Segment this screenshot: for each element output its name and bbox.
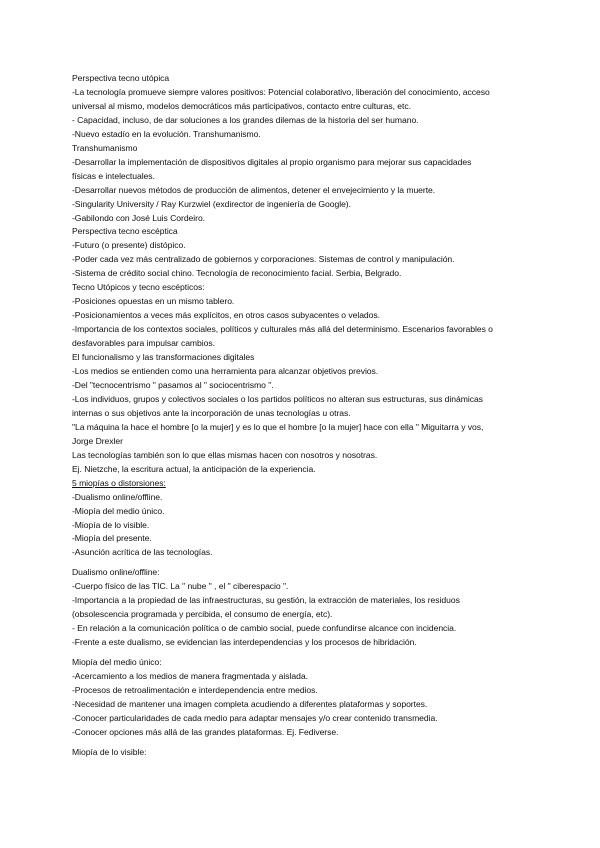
text-line: (obsolescencia programada y percibida, el consumo de energía, etc). bbox=[72, 609, 333, 620]
quote-line: "La máquina la hace el hombre [o la mujer] y es lo que el hombre [o la mujer] hace con ella " Miguitarra y vos, bbox=[72, 421, 484, 432]
text-line: -Los individuos, grupos y colectivos sociales o los partidos políticos no alteran sus estructuras, sus dinámicas bbox=[72, 393, 483, 404]
list-item: -Asunción acrítica de las tecnologías. bbox=[72, 547, 213, 558]
text-line: -Procesos de retroalimentación e interdependencia entre medios. bbox=[72, 684, 318, 695]
text-line: -Posiciones opuestas en un mismo tablero. bbox=[72, 296, 235, 307]
text-line: -Importancia de los contextos sociales, políticos y culturales más allá del determinismo. Escenarios favorables o bbox=[72, 324, 493, 335]
list-item: -Dualismo online/offline. bbox=[72, 491, 163, 502]
heading-dualismo: Dualismo online/offline: bbox=[72, 567, 160, 578]
text-line: -Del "tecnocentrismo " pasamos al " sociocentrismo ". bbox=[72, 379, 274, 390]
text-line: -Necesidad de mantener una imagen completa acudiendo a diferentes plataformas y soportes. bbox=[72, 698, 428, 709]
text-line: -Singularity University / Ray Kurzwiel (exdirector de ingeniería de Google). bbox=[72, 198, 351, 209]
text-line: -Frente a este dualismo, se evidencian las interdependencias y los procesos de hibridación. bbox=[72, 637, 417, 648]
document-body bbox=[72, 72, 542, 760]
text-line: -Cuerpo físico de las TIC. La " nube " , el " ciberespacio ". bbox=[72, 581, 289, 592]
text-line: físicas e intelectuales. bbox=[72, 170, 155, 181]
text-line: - En relación a la comunicación política o de cambio social, puede confundirse alcance con incidencia. bbox=[72, 623, 457, 634]
text-line: -Poder cada vez más centralizado de gobiernos y corporaciones. Sistemas de control y manipulación. bbox=[72, 254, 455, 265]
list-item: -Miopía del presente. bbox=[72, 533, 152, 544]
text-line: -Desarrollar nuevos métodos de producción de alimentos, detener el envejecimiento y la muerte. bbox=[72, 184, 436, 195]
text-line: Las tecnologías también son lo que ellas mismas hacen con nosotros y nosotras. bbox=[72, 449, 378, 460]
text-line: -Acercamiento a los medios de manera fragmentada y aislada. bbox=[72, 671, 308, 682]
text-line: -Nuevo estadío en la evolución. Transhumanismo. bbox=[72, 128, 261, 139]
text-line: -Conocer particularidades de cada medio para adaptar mensajes y/o crear contenido transmedia. bbox=[72, 712, 438, 723]
quote-author: Jorge Drexler bbox=[72, 435, 123, 446]
heading-utopicos-escepticos: Tecno Utópicos y tecno escépticos: bbox=[72, 282, 205, 293]
list-item: -Miopía del medio único. bbox=[72, 505, 165, 516]
text-line: -Posicionamientos a veces más explícitos, en otros casos subyacentes o velados. bbox=[72, 310, 380, 321]
heading-medio-unico: Miopía del medio único: bbox=[72, 657, 162, 668]
list-item: -Miopía de lo visible. bbox=[72, 519, 150, 530]
text-line: Ej. Nietzche, la escritura actual, la anticipación de la experiencia. bbox=[72, 463, 316, 474]
heading-tecno-esceptica: Perspectiva tecno escéptica bbox=[72, 226, 178, 237]
text-line: -Importancia a la propiedad de las infraestructuras, su gestión, la extracción de materiales, los residuos bbox=[72, 595, 460, 606]
text-line: -Futuro (o presente) distópico. bbox=[72, 240, 186, 251]
text-line: desfavorables para impulsar cambios. bbox=[72, 338, 215, 349]
text-line: -Gabilondo con José Luis Cordeiro. bbox=[72, 212, 206, 223]
text-line: -Sistema de crédito social chino. Tecnología de reconocimiento facial. Serbia, Belgrado. bbox=[72, 268, 402, 279]
heading-lo-visible: Miopía de lo visible: bbox=[72, 746, 147, 757]
heading-tecno-utopica: Perspectiva tecno utópica bbox=[72, 73, 170, 83]
text-line: - Capacidad, incluso, de dar soluciones a los grandes dilemas de la historia del ser humano. bbox=[72, 114, 419, 125]
text-line: universal al mismo, modelos democráticos más participativos, contacto entre culturas, etc. bbox=[72, 100, 411, 111]
heading-transhumanismo: Transhumanismo bbox=[72, 142, 138, 153]
text-line: internas o sus objetivos ante la incorporación de unas tecnologías u otras. bbox=[72, 407, 351, 418]
heading-miopias: 5 miopías o distorsiones: bbox=[72, 477, 166, 488]
text-line: -La tecnología promueve siempre valores positivos: Potencial colaborativo, liberación del conocimiento, acceso bbox=[72, 86, 490, 97]
heading-funcionalismo: El funcionalismo y las transformaciones digitales bbox=[72, 352, 255, 363]
text-line: -Conocer opciones más allá de las grandes plataformas. Ej. Fediverse. bbox=[72, 726, 339, 737]
text-line: -Los medios se entienden como una herramienta para alcanzar objetivos previos. bbox=[72, 366, 379, 377]
text-line: -Desarrollar la implementación de dispositivos digitales al propio organismo para mejorar sus capacidades bbox=[72, 156, 472, 167]
